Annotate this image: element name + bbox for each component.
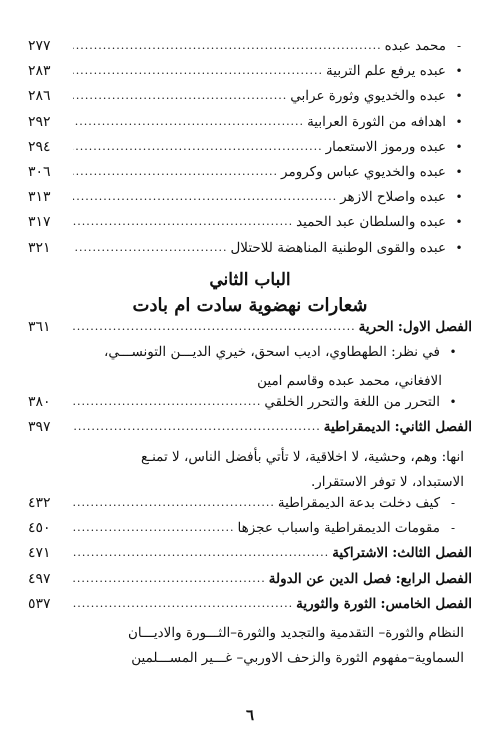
toc-page-number: ٤٥٠ [28, 520, 51, 537]
toc-entry [28, 139, 472, 164]
bullet-icon: • [455, 164, 463, 179]
chapter-label: الفصل الخامس: [380, 595, 472, 612]
toc-page-number: ٣٠٦ [28, 163, 51, 180]
toc-page-number: ٣٢١ [28, 239, 51, 256]
toc-entry [28, 164, 472, 189]
dash-marker: - [450, 521, 456, 536]
chapter-title: فصل الدين عن الدولة [268, 570, 392, 587]
toc-entry-text: عبده ورموز الاستعمار [325, 138, 446, 155]
bullet-icon: • [455, 64, 463, 79]
leader-dots [73, 163, 278, 179]
leader-dots [73, 113, 304, 129]
toc-entry [28, 394, 472, 419]
bullet-icon: • [449, 344, 457, 359]
chapter-4-entry [28, 571, 472, 596]
page-number: ٦ [245, 706, 255, 724]
bullet-icon: • [455, 215, 463, 230]
chapter-3-entry [28, 545, 472, 570]
toc-entry [28, 214, 472, 239]
leader-dots [73, 62, 323, 78]
toc-entry-text: كيف دخلت بدعة الديمقراطية [277, 495, 440, 511]
bullet-icon: • [455, 139, 463, 154]
chapter-heading [269, 571, 472, 587]
toc-entry [28, 63, 472, 88]
toc-entry [28, 114, 472, 139]
toc-entry [28, 88, 472, 113]
toc-entry-text: عبده والقوى الوطنية المناهضة للاحتلال [230, 239, 446, 256]
toc-entry-text: عبده يرفع علم التربية [326, 63, 446, 80]
chapter-5-entry [28, 596, 472, 621]
leader-dots [73, 494, 275, 510]
toc-entry-text: مقومات الديمقراطية واسباب عجزها [237, 520, 440, 537]
leader-dots [73, 138, 323, 154]
chapter-description: انها: وهم، وحشية، لا اخلاقية، لا تأتي بأفضل الناس، لا تمنـع [140, 448, 464, 465]
leader-dots [73, 418, 321, 434]
toc-entry [28, 189, 472, 214]
toc-entry [28, 240, 472, 265]
chapter-label: الفصل الثاني: [394, 419, 472, 436]
chapter-title: الديمقراطية [323, 419, 391, 436]
toc-entry-text: عبده والخديوي عباس وكرومر [281, 163, 446, 180]
toc-page-number: ٢٩٢ [28, 113, 51, 130]
bullet-icon: • [449, 395, 457, 410]
toc-page-number: ٤٧١ [28, 545, 51, 562]
leader-dots [73, 544, 329, 560]
toc-entry [28, 495, 472, 520]
part-subtitle: شعارات نهضوية سادت ام بادت [132, 294, 368, 316]
toc-page-number: ٢٨٦ [28, 88, 51, 105]
chapter-description: النظام والثورة– التقدمية والتجديد والثورة–الثـــورة والاديـــان [128, 624, 464, 641]
leader-dots [73, 239, 227, 255]
toc-entry-text: عبده واصلاح الازهر [340, 189, 446, 206]
toc-entry-text: محمد عبده [384, 38, 446, 54]
chapter-2-entry [28, 419, 472, 444]
bullet-icon: • [455, 190, 463, 205]
leader-dots [73, 87, 287, 103]
toc-entry-text: عبده والسلطان عبد الحميد [296, 214, 446, 231]
bullet-icon: • [455, 240, 463, 255]
toc-page-number: ٤٩٧ [28, 570, 51, 587]
chapter-label: الفصل الاول: [397, 318, 472, 335]
leader-dots [73, 519, 235, 535]
leader-dots [73, 318, 356, 334]
bullet-icon: • [455, 114, 463, 129]
toc-page-number: ٢٩٤ [28, 138, 51, 155]
chapter-title: الحرية [358, 318, 394, 335]
toc-entry [28, 520, 472, 545]
leader-dots [73, 570, 266, 586]
toc-entry-text: في نظر: الطهطاوي، اديب اسحق، خيري الديـــن التونســـي، [103, 343, 440, 360]
chapter-title: الاشتراكية [332, 545, 388, 562]
chapter-description: السماوية–مفهوم الثورة والزحف الاوربي– غـــير المســـلمين [131, 650, 464, 667]
toc-page-number: ٢٨٣ [28, 63, 51, 80]
chapter-heading [324, 419, 472, 435]
chapter-label: الفصل الثالث: [392, 545, 472, 562]
dash-marker: - [450, 496, 456, 510]
chapter-label: الفصل الرابع: [395, 570, 472, 587]
toc-entry-text: اهدافه من الثورة العرابية [307, 113, 446, 130]
bullet-icon: • [455, 89, 463, 104]
chapter-1-entry [28, 319, 472, 344]
toc-page-number: ٥٣٧ [28, 595, 51, 612]
toc-page-number: ٣١٧ [28, 214, 51, 231]
chapter-heading [296, 596, 472, 612]
toc-page-number: ٢٧٧ [28, 38, 51, 54]
toc-entry-text: عبده والخديوي وثورة عرابي [290, 88, 446, 105]
chapter-title: الثورة والثورية [296, 595, 377, 612]
chapter-heading [359, 319, 472, 335]
leader-dots [73, 37, 382, 53]
chapter-description: الاستبداد، لا توفر الاستقرار. [311, 473, 464, 490]
toc-entry-mohammed-abduh [28, 38, 472, 63]
toc-page-number: ٣٩٧ [28, 419, 51, 436]
leader-dots [73, 595, 293, 611]
toc-entry-text: التحرر من اللغة والتحرر الخلقي [264, 394, 440, 411]
toc-page-number: ٤٣٢ [28, 495, 51, 511]
dash-marker: - [456, 39, 462, 53]
leader-dots [73, 213, 293, 229]
continuation-line: الافغاني، محمد عبده وقاسم امين [257, 373, 442, 390]
table-of-contents [28, 38, 472, 671]
chapter-heading [332, 545, 472, 561]
part-title: الباب الثاني [209, 269, 291, 290]
toc-page-number: ٣٨٠ [28, 394, 51, 411]
toc-page-number: ٣١٣ [28, 189, 51, 206]
leader-dots [73, 188, 337, 204]
toc-entry [28, 344, 472, 369]
leader-dots [73, 393, 261, 409]
toc-page-number: ٣٦١ [28, 318, 51, 335]
